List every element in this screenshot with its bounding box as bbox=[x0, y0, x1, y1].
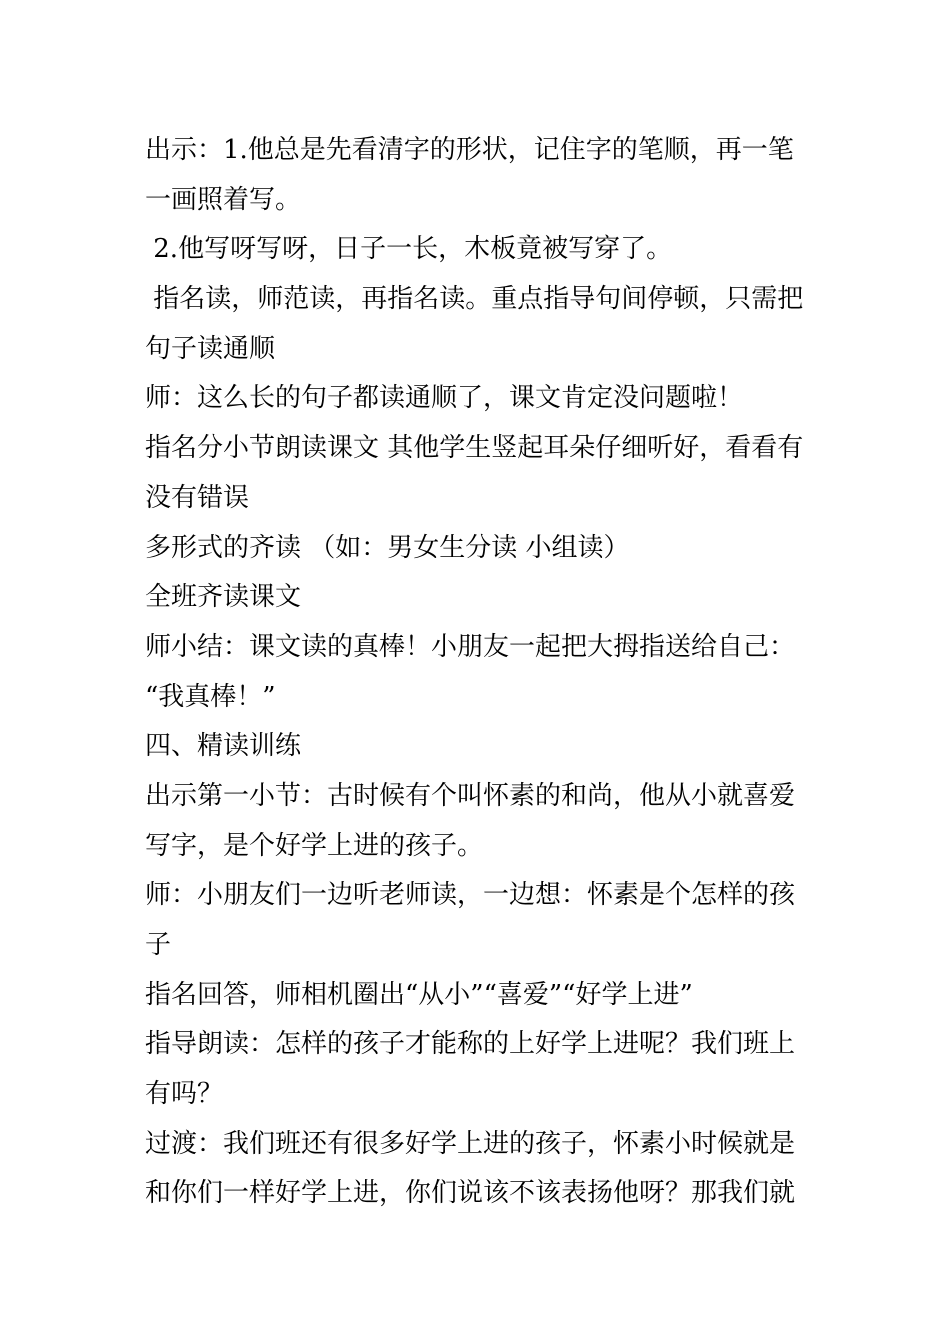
text-line: 师：小朋友们一边听老师读，一边想：怀素是个怎样的孩 bbox=[145, 880, 796, 911]
document-body bbox=[145, 126, 815, 1219]
text-line: 有吗？ bbox=[145, 1079, 224, 1110]
text-line: 师小结：课文读的真棒！小朋友一起把大拇指送给自己： bbox=[145, 631, 796, 662]
text-line: 全班齐读课文 bbox=[145, 582, 302, 613]
text-line: 写字，是个好学上进的孩子。 bbox=[145, 830, 484, 861]
text-line: 指名回答，师相机圈出“从小”“喜爱”“好学上进” bbox=[145, 979, 693, 1010]
text-line: 和你们一样好学上进，你们说该不该表扬他呀？那我们就 bbox=[145, 1178, 796, 1209]
text-line: 师：这么长的句子都读通顺了，课文肯定没问题啦！ bbox=[145, 383, 744, 414]
text-line: 多形式的齐读 （如：男女生分读 小组读） bbox=[145, 532, 630, 563]
text-line: 一画照着写。 bbox=[145, 184, 302, 215]
text-line: 2.他写呀写呀，日子一长，木板竟被写穿了。 bbox=[145, 234, 673, 265]
text-line: 过渡：我们班还有很多好学上进的孩子，怀素小时候就是 bbox=[145, 1128, 796, 1159]
text-line: “我真棒！” bbox=[145, 681, 276, 712]
text-line: 句子读通顺 bbox=[145, 333, 276, 364]
text-line: 子 bbox=[145, 930, 172, 960]
text-line: 指名读，师范读，再指名读。重点指导句间停顿，只需把 bbox=[145, 284, 804, 315]
text-line: 指名分小节朗读课文 其他学生竖起耳朵仔细听好，看看有 bbox=[145, 433, 804, 464]
text-line: 没有错误 bbox=[145, 482, 250, 513]
text-line: 指导朗读：怎样的孩子才能称的上好学上进呢？我们班上 bbox=[145, 1029, 796, 1060]
text-line: 出示第一小节：古时候有个叫怀素的和尚，他从小就喜爱 bbox=[145, 780, 796, 811]
text-line: 出示：1.他总是先看清字的形状，记住字的笔顺，再一笔 bbox=[145, 135, 794, 165]
section-heading: 四、精读训练 bbox=[145, 731, 302, 762]
